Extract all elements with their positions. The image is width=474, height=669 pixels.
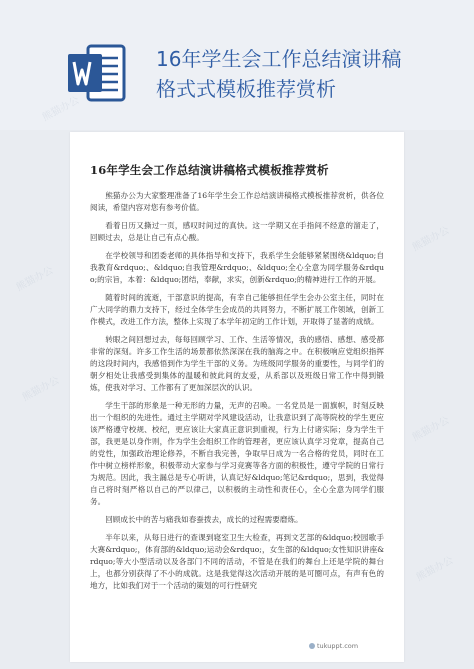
paragraph: 在学校领导和团委老师的具体指导和支持下，我系学生会能够紧紧围绕&ldquo;自我教育&rdquo;、&ldquo;自我管理&rdquo;、&ldquo;全心全意为同学服务&rdquo;的宗旨，本着：&ldquo;团结，奉献，求实，创新&rdquo;的精神进行工作的开展。: [90, 251, 384, 284]
site-logo-icon: [309, 643, 315, 649]
paragraph: 熊猫办公为大家整理准备了16年学生会工作总结演讲稿格式模板推荐赏析，供各位阅读，希望内容对您有参考价值。: [90, 191, 384, 212]
watermark: 熊猫办公: [410, 225, 452, 254]
watermark: 熊猫办公: [410, 415, 452, 444]
document-heading: 16年学生会工作总结演讲稿格式模板推荐赏析: [90, 163, 329, 177]
paragraph: 随着时间的流逝，干部意识的提高，有幸自己能够担任学生会办公室主任，同时在广大同学的鼎力支持下，经过全体学生会成员的共同努力，不断扩展工作领域，创新工作模式，改进工作方法，整体上实现了本学年初定的工作计划，开取得了显著的成绩。: [90, 293, 384, 326]
site-mark-text: tukuppt.com: [317, 642, 359, 650]
document-body: [90, 190, 384, 598]
site-mark: [309, 642, 358, 650]
document-page: [70, 132, 404, 662]
paragraph: 回顾成长中的苦与痛我如春蚕拨去，成长的过程需要磨炼。: [105, 515, 303, 524]
watermark: 熊猫办公: [20, 375, 62, 404]
title-line-2: 格式式模板推荐赏析: [156, 77, 336, 101]
title-line-1: 16年学生会工作总结演讲稿: [156, 47, 402, 71]
watermark: 熊猫办公: [414, 555, 456, 584]
header-banner: [0, 0, 474, 130]
page-title: [156, 44, 456, 104]
paragraph: 看着日历又撕过一页，感叹时间过的真快。这一学期又在手指间不经意的溜走了，回顾过去，总是让自己有点心酸。: [90, 221, 384, 242]
watermark: 熊猫办公: [14, 265, 56, 294]
paragraph: 转眼之间回想过去，每每回顾学习、工作、生活等情况，我的感悟、感想、感受都非常的深刻。许多工作生活的场景都依然深深在我的脑海之中。在积极响应党组织指挥的这段时间内，我感悟到作为学生干部的义务。为班级同学服务的重要性，与同学们的朝夕相处让我感受到集体的温暖和彼此间的友爱，从系部以及班级日常工作中得到锻炼，使我对学习、工作都有了更加深层次的认识。: [90, 335, 384, 392]
paragraph: 学生干部的形象是一种无形的力量，无声的召唤。一名党员是一面旗帜，时刻反映出一个组织的先进性。通过主学期对学风建设活动，让我意识到了高等院校的学生更应该严格遵守校规、校纪，更应该让大家真正意识到重视，行为上付诸实际；身为学生干部，我更是以身作则，作为学生会组织工作的管理者，更应该认真学习党章，提高自己的党性，加强政治理论修养，不断自我完善，争取早日成为一名合格的党员，同时在工作中树立榜样形象，积极带动大家参与学习竞赛等各方面的积极性，遵守学院的日常行为规范。因此，我主漏总是专心听讲，认真记好&ldquo;笔记&rdquo;，思到，我觉得自己将时刻严格以自己的严以律己，以积极的主动性和责任心，全心全意为同学们服务。: [90, 401, 384, 506]
word-document-icon: [66, 42, 128, 104]
paragraph: 半年以来，从每日进行的查课到寝室卫生大检查，再到文艺部的&ldquo;校园歌手大赛&rdquo;，体育部的&ldquo;运动会&rdquo;，女生部的&ldquo;女性知识讲座&rdquo;等大小型活动以及各部门不同的活动，不管是在我们的舞台上还是学院的舞台上，也都分别获得了不小的成就。这是我觉得这次活动开展的是可圈可点，有声有色的地方，比如我们对于一个活动的策划的可行性研究: [90, 533, 384, 590]
